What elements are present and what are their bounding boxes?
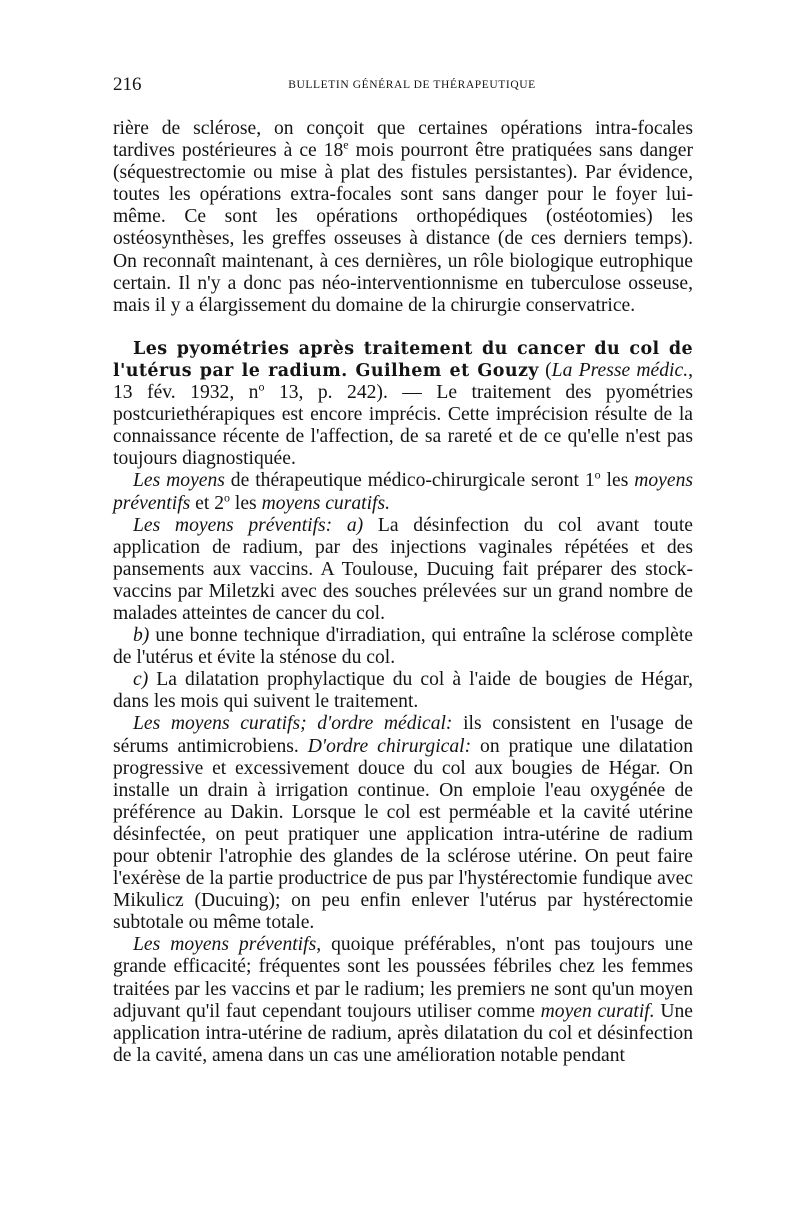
paragraph-1-text: rière de sclérose, on conçoit que certaines opérations intra-focales tardives postérieures à ce 18 <box>113 118 693 162</box>
italic-term: moyens curatifs. <box>261 492 390 514</box>
paragraph-6-text: La dilatation prophylactique du col à l'aide de bougies de Hégar, dans les mois qui suivent le traitement. <box>113 669 693 713</box>
italic-term: moyen curatif. <box>540 1000 655 1022</box>
paragraph-7-text: ils consistent en l'usage de sérums antimicrobiens. <box>113 713 693 757</box>
reference-open: ( <box>538 359 552 381</box>
paragraph-7 <box>113 713 693 934</box>
paragraph-3-text: les <box>230 492 262 514</box>
italic-term: moyens préventifs <box>113 470 693 514</box>
paragraph-5 <box>113 625 693 669</box>
paragraph-3-text: et 2 <box>190 492 224 514</box>
reference-date: , 13 fév. 1932, n <box>113 359 693 404</box>
paragraph-1 <box>113 118 693 317</box>
italic-term: Les moyens préventifs: a) <box>133 514 364 536</box>
journal-name: La Presse médic. <box>551 359 689 381</box>
italic-term: D'ordre chirurgical: <box>307 735 472 757</box>
paragraph-4-text: La désinfection du col avant toute application de radium, par des injections vaginales répétées et des pansements aux vaccins. A Toulouse, Ducuing fait préparer des stock-vaccins par Miletzki avec des souches prélevées sur un grand nombre de malades atteintes de cancer du col. <box>113 514 693 624</box>
paragraph-1-text-cont: mois pourront être pratiquées sans danger (séquestrectomie ou mise à plat des fistules persistantes). Par évidence, toutes les opérations extra-focales sont sans danger pour le foyer lui-même. Ce sont les opérations orthopédiques (ostéotomies) les ostéosynthèses, les greffes osseuses à distance (de ces derniers temps). On reconnaît maintenant, à ces dernières, un rôle biologique eutrophique certain. Il n'y a donc pas néo-interventionnisme en tuberculose osseuse, mais il y a élargissement du domaine de la chirurgie conservatrice. <box>113 140 693 316</box>
italic-term: Les moyens préventifs <box>133 934 317 956</box>
paragraph-8-text: Une application intra-utérine de radium, après dilatation du col et désinfection de la cavité, amena dans un cas une amélioration notable pendant <box>113 1000 693 1066</box>
ordinal-superscript: o <box>224 489 230 504</box>
article-entry <box>113 338 693 471</box>
italic-term: Les moyens <box>133 470 225 492</box>
italic-term: Les moyens curatifs; d'ordre médical: <box>133 713 453 735</box>
italic-term: b) <box>133 625 150 647</box>
paragraph-5-text: une bonne technique d'irradiation, qui entraîne la sclérose complète de l'utérus et évite la sténose du col. <box>113 625 693 669</box>
paragraph-4 <box>113 515 693 625</box>
ordinal-superscript: e <box>343 137 349 152</box>
article-title: Les pyométries après traitement du cancer du col de l'utérus par le radium. Guilhem et Gouzy <box>113 338 693 381</box>
body-text <box>113 118 693 1067</box>
paragraph-3-text: de thérapeutique médico-chirurgicale seront 1 <box>224 470 595 492</box>
paragraph-3 <box>113 467 693 514</box>
paragraph-8 <box>113 934 693 1067</box>
paragraph-6 <box>113 669 693 713</box>
page-header <box>113 74 693 98</box>
article-summary: 13, p. 242). — Le traitement des pyométries postcuriethérapiques est encore imprécis. Cette imprécision résulte de la connaissance récente de l'affection, de sa rareté et de ce qu'elle n'est pas toujours diagnostiquée. <box>113 382 693 470</box>
running-title: BULLETIN GÉNÉRAL DE THÉRAPEUTIQUE <box>288 79 536 91</box>
paragraph-3-text: les <box>600 470 635 492</box>
italic-term: c) <box>133 669 149 691</box>
number-superscript: o <box>258 379 265 394</box>
paragraph-7-text: on pratique une dilatation progressive et excessivement douce du col aux bougies de Hégar. On installe un drain à irrigation continue. On emploie l'eau oxygénée de préférence au Dakin. Lorsque le col est perméable et la cavité utérine désinfectée, on peut pratiquer une application intra-utérine de radium pour obtenir l'atrophie des glandes de la sclérose utérine. On peut faire l'exérèse de la partie productrice de pus par l'hystérectomie fundique avec Mikulicz (Ducuing); on peu enfin enlever l'utérus par hystérectomie subtotale ou même totale. <box>113 735 693 934</box>
paragraph-8-text: , quoique préférables, n'ont pas toujours une grande efficacité; fréquentes sont les poussées fébriles chez les femmes traitées par les vaccins et par le radium; les premiers ne sont qu'un moyen adjuvant qu'il faut cependant toujours utiliser comme <box>113 934 693 1022</box>
ordinal-superscript: o <box>594 467 601 482</box>
page-number: 216 <box>113 74 142 95</box>
